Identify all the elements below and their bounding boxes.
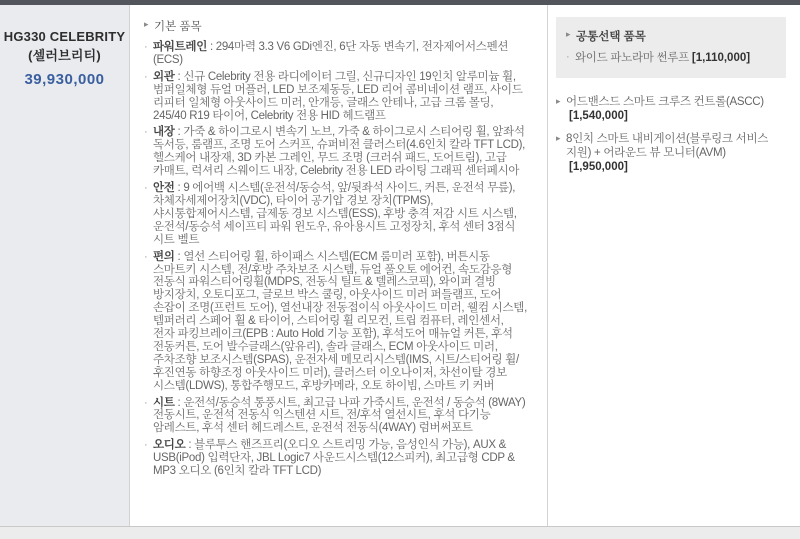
option-item-navigation-avm (556, 132, 786, 174)
trim-panel (0, 5, 130, 526)
common-options-header (566, 28, 776, 44)
option-price: [1,540,000] (569, 110, 628, 122)
spec-value: 열선 스티어링 휠, 하이패스 시스템(ECM 룸미러 포함), 버튼시동 스마트키 시스템, 전/후방 주차보조 시스템, 듀얼 풀오토 에어컨, 속도감응형 전동식 파워스티어링휠(MDPS, 전동식 틸트 & 텔레스코픽), 와이퍼 결빙 방지장치, 오토디포그, 글로브 박스 쿨링, 아웃사이드 미러 퍼들램프, 도어 손잡이 조명(프런트 도어), 열선내장 전동접이식 아웃사이드 미러, 웰컴 시스템, 템퍼러리 스페어 휠 & 타이어, 스티어링 휠 리모컨, 트립 컴퓨터, 레인센서, 전자 파킹브레이크(EPB : Auto Hold 기능 포함), 후석도어 매뉴얼 커튼, 후석 전동커튼, 도어 발수글래스(앞유리), 솔라 글래스, ECM 아웃사이드 미러, 주차조향 보조시스템(SPAS), 운전자세 메모리시스템(IMS, 시트/스티어링 휠/ 후진연동 하향조정 아웃사이드 미러), 클러스터 이오나이저, 차선이탈 경보 시스템(LDWS), 통합주행모드, 후방카메라, 오토 하이빔, 스마트 키 커버 (153, 250, 527, 392)
spec-item-text (153, 126, 527, 178)
spec-value: 신규 Celebrity 전용 라디에이터 그릴, 신규디자인 19인치 알루미늄 휠, 범퍼일체형 듀얼 머플러, LED 보조제동등, LED 리어 콤비네이션 램프, 사이드 리피터 일체형 아웃사이드 미러, 안개등, 글래스 안테나, 고급 크롬 몰딩, 245/40 R19 타이어, Celebrity 전용 HID 헤드램프 (153, 70, 523, 122)
spec-item-interior (144, 126, 527, 178)
arrow-bullet-icon: ▸ (144, 19, 149, 29)
option-item-text (566, 132, 786, 174)
spec-value: 운전석/동승석 통풍시트, 최고급 나파 가죽시트, 운전석 / 동승석 (8WAY) 전동시트, 운전석 전동식 익스텐션 시트, 전/후석 열선시트, 후석 다기능 암레스트, 후석 센터 헤드레스트, 운전석 전동식(4WAY) 럼버써포트 (153, 396, 526, 435)
dot-bullet-icon: · (566, 51, 570, 63)
spec-category-label: 시트 (153, 396, 175, 409)
spec-category-label: 파워트레인 (153, 41, 208, 53)
option-price: [1,950,000] (569, 161, 628, 173)
spec-category-label: 편의 (153, 250, 175, 263)
spec-category-label: 오디오 (153, 439, 186, 452)
content-area (0, 5, 800, 527)
common-options-header-label: 공통선택 품목 (576, 31, 646, 43)
spec-item-safety (144, 182, 527, 247)
basic-items-header (144, 18, 527, 34)
option-item-ascc (556, 95, 786, 123)
option-item-text (566, 95, 786, 123)
spec-category-label: 외관 (153, 70, 175, 83)
option-label: 어드밴스드 스마트 크루즈 컨트롤(ASCC) (566, 96, 764, 108)
arrow-bullet-icon: ▸ (566, 29, 571, 39)
spec-item-exterior (144, 71, 527, 123)
spec-item-powertrain (144, 41, 527, 67)
trim-name-line2: (셀러브리티) (28, 48, 101, 63)
dot-bullet-icon: · (144, 439, 148, 452)
spec-item-convenience (144, 251, 527, 393)
spec-item-text (153, 71, 527, 123)
dot-bullet-icon: · (144, 396, 148, 409)
arrow-bullet-icon: ▸ (556, 96, 561, 106)
option-price: [1,110,000] (691, 52, 751, 64)
trim-price: 39,930,000 (24, 71, 105, 88)
spec-value: 9 에어백 시스템(운전석/동승석, 앞/뒷좌석 사이드, 커튼, 운전석 무릎), 차체자세제어장치(VDC), 타이어 공기압 경보 장치(TPMS), 샤시통합제어시스템, 급제동 경보 시스템(ESS), 후방 충격 저감 시트 시스템, 운전석/동승석 세이프티 파워 윈도우, 유아용시트 고정장치, 후석 센터 3점식 시트 벨트 (153, 182, 517, 246)
spec-category-label: 안전 (153, 182, 175, 195)
bottom-strip (0, 527, 800, 539)
option-label: 8인치 스마트 내비게이션(블루링크 서비스 지원) + 어라운드 뷰 모니터(AVM) (566, 133, 769, 159)
spec-item-seat (144, 397, 527, 436)
spec-item-audio (144, 439, 527, 478)
option-label: 와이드 파노라마 썬루프 (575, 52, 689, 64)
dot-bullet-icon: · (144, 182, 148, 195)
basic-items-column (130, 5, 548, 526)
spec-separator: : (174, 250, 184, 263)
spec-item-text (153, 439, 527, 478)
spec-item-text (153, 182, 527, 247)
dot-bullet-icon: · (144, 70, 148, 83)
spec-separator: : (174, 182, 184, 195)
spec-separator: : (174, 70, 184, 83)
spec-value: 블루투스 핸즈프리(오디오 스트리밍 가능, 음성인식 가능), AUX & USB(iPod) 입력단자, JBL Logic7 사운드시스템(12스피커), 최고급형 CDP & MP3 오디오 (6인치 칼라 TFT LCD) (153, 439, 515, 478)
dot-bullet-icon: · (144, 126, 148, 139)
basic-items-header-label: 기본 품목 (154, 21, 202, 33)
spec-item-text (153, 41, 527, 67)
spec-item-text (153, 397, 527, 436)
spec-value: 가죽 & 하이그로시 변속기 노브, 가죽 & 하이그로시 스티어링 휠, 앞좌석 독서등, 룸램프, 조명 도어 스커프, 슈퍼비전 클러스터(4.6인치 칼라 TFT LCD), 헬스케어 내장재, 3D 카본 그레인, 무드 조명 (크러쉬 패드, 도어트림), 고급 카매트, 럭셔리 스웨이드 내장, Celebrity 전용 LED 라이팅 그래픽 센터페시아 (153, 126, 526, 178)
spec-category-label: 내장 (153, 126, 175, 139)
spec-separator: : (185, 439, 195, 452)
trim-name-line1: HG330 CELEBRITY (3, 29, 126, 44)
spec-separator: : (207, 41, 216, 53)
dot-bullet-icon: · (144, 41, 148, 53)
trim-name (0, 27, 129, 65)
common-options-column (548, 5, 800, 526)
option-item-text (575, 51, 750, 65)
spec-separator: : (174, 396, 184, 409)
option-item-sunroof (566, 51, 776, 65)
spec-value: 294마력 3.3 V6 GDi엔진, 6단 자동 변속기, 전자제어서스펜션(ECS) (153, 41, 509, 66)
common-options-box (556, 17, 786, 78)
arrow-bullet-icon: ▸ (556, 133, 561, 143)
spec-separator: : (174, 126, 184, 139)
spec-item-text (153, 251, 527, 393)
dot-bullet-icon: · (144, 250, 148, 263)
